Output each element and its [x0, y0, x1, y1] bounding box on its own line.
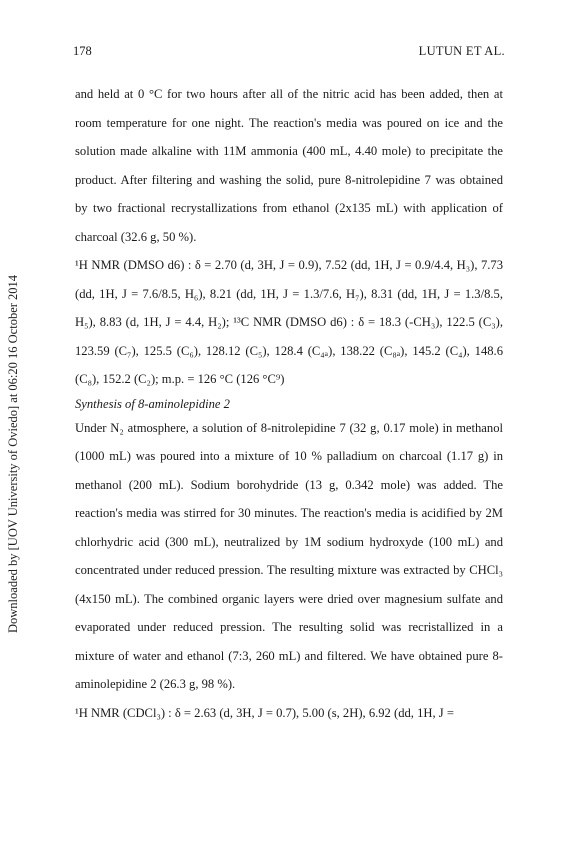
- download-watermark: Downloaded by [UOV University of Oviedo] at 06:20 16 October 2014: [6, 274, 20, 633]
- paragraph-nmr-nitrolepidine: ¹H NMR (DMSO d6) : δ = 2.70 (d, 3H, J = 0.9), 7.52 (dd, 1H, J = 0.9/4.4, H₃), 7.73 (dd, 1H, J = 7.6/8.5, H₆), 8.21 (dd, 1H, J = 1.3/7.6, H₇), 8.31 (dd, 1H, J = 1.3/8.5, H₅), 8.83 (d, 1H, J = 4.4, H₂); ¹³C NMR (DMSO d6) : δ = 18.3 (-CH₃), 122.5 (C₃), 123.59 (C₇), 125.5 (C₆), 128.12 (C₅), 128.4 (C₄ₐ), 138.22 (C₈ₐ), 145.2 (C₄), 148.6 (C₈), 152.2 (C₂); m.p. = 126 °C (126 °C⁹): [75, 258, 503, 386]
- article-body: [75, 80, 503, 727]
- page-number: 178: [73, 44, 92, 58]
- paragraph-procedure-end: and held at 0 °C for two hours after all of the nitric acid has been added, then at room temperature for one night. The reaction's media was poured on ice and the solution made alkaline with 11M ammonia (400 mL, 4.40 mole) to precipitate the product. After filtering and washing the solid, pure 8-nitrolepidine 7 was obtained by two fractional recrystallizations from ethanol (2x135 mL) with application of charcoal (32.6 g, 50 %).: [75, 87, 503, 244]
- page-header: [73, 44, 505, 64]
- paragraph-nmr-aminolepidine: ¹H NMR (CDCl₃) : δ = 2.63 (d, 3H, J = 0.7), 5.00 (s, 2H), 6.92 (dd, 1H, J =: [75, 705, 454, 720]
- running-head: LUTUN ET AL.: [418, 44, 505, 58]
- paragraph-synthesis-aminolepidine: Under N₂ atmosphere, a solution of 8-nitrolepidine 7 (32 g, 0.17 mole) in methanol (1000 mL) was poured into a mixture of 10 % palladium on charcoal (1.17 g) in methanol (200 mL). Sodium borohydride (13 g, 0.342 mole) was added. The reaction's media was stirred for 30 minutes. The reaction's media is acidified by 2M chlorhydric acid (300 mL), neutralized by 1M sodium hydroxyde (100 mL) and concentrated under reduced pression. The resulting mixture was extracted by CHCl₃ (4x150 mL). The combined organic layers were dried over magnesium sulfate and evaporated under reduced pression. The resulting solid was recristallized in a mixture of water and ethanol (7:3, 260 mL) and filtered. We have obtained pure 8-aminolepidine 2 (26.3 g, 98 %).: [75, 420, 503, 691]
- section-heading-aminolepidine: Synthesis of 8-aminolepidine 2: [75, 396, 230, 411]
